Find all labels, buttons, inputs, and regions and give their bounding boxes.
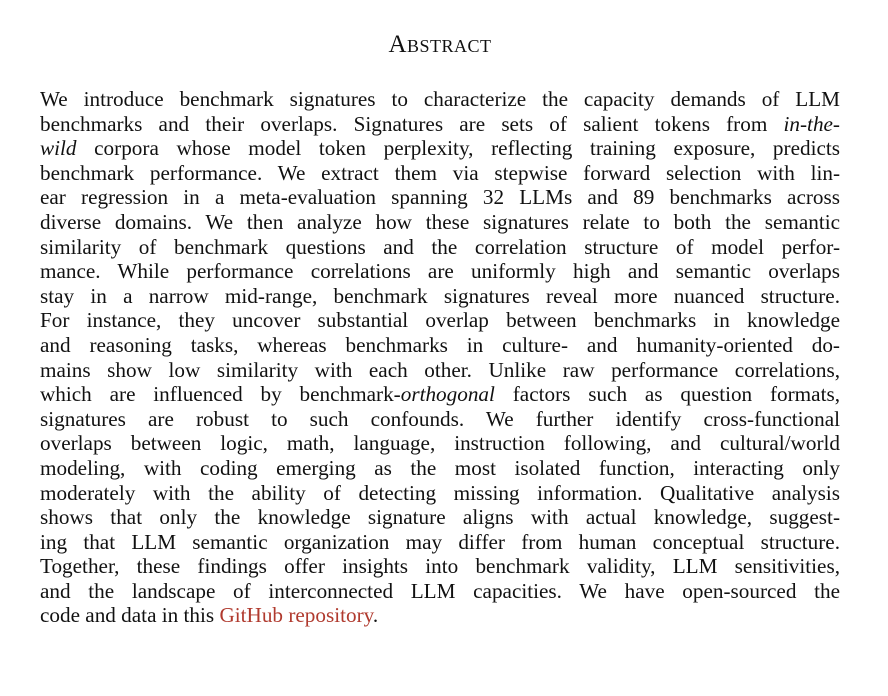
abstract-line [40, 382, 840, 407]
text-run: mains show low similarity with each other. Unlike raw performance correlations, [40, 357, 840, 382]
abstract-line [40, 259, 840, 284]
text-run: benchmarks and their overlaps. Signatures are sets of salient tokens from [40, 111, 784, 136]
abstract-line [40, 112, 840, 137]
abstract-line [40, 284, 840, 309]
text-run: We introduce benchmark signatures to characterize the capacity demands of LLM [40, 87, 840, 111]
abstract-heading: Abstract [388, 31, 492, 58]
abstract-line [40, 161, 840, 186]
abstract-line [40, 333, 840, 358]
text-run: benchmark performance. We extract them via stepwise forward selection with lin- [40, 160, 840, 185]
text-run: overlaps between logic, math, language, instruction following, and cultural/world [40, 431, 840, 456]
abstract-line [40, 210, 840, 235]
abstract-line [40, 87, 840, 112]
text-run: code and data in this [40, 603, 220, 628]
text-run: mance. While performance correlations are uniformly high and semantic overlaps [40, 259, 840, 284]
abstract-line [40, 308, 840, 333]
text-run: and reasoning tasks, whereas benchmarks in culture- and humanity-oriented do- [40, 332, 840, 357]
abstract-line [40, 579, 840, 604]
text-run: For instance, they uncover substantial overlap between benchmarks in knowledge [40, 308, 840, 333]
abstract-line [40, 505, 840, 530]
italic-text: orthogonal [400, 382, 495, 407]
text-run: shows that only the knowledge signature aligns with actual knowledge, suggest- [40, 505, 840, 530]
italic-text: in-the- [783, 111, 840, 136]
abstract-line [40, 407, 840, 432]
abstract-line [40, 431, 840, 456]
text-run: ing that LLM semantic organization may differ from human conceptual structure. [40, 529, 840, 554]
abstract-line [40, 554, 840, 579]
text-run: Together, these findings offer insights into benchmark validity, LLM sensitivities, [40, 554, 840, 579]
text-run: which are influenced by benchmark- [40, 382, 401, 407]
text-run: and the landscape of interconnected LLM capacities. We have open-sourced the [40, 578, 840, 603]
text-run: factors such as question formats, [494, 382, 840, 407]
text-run: moderately with the ability of detecting missing information. Qualitative analysis [40, 480, 840, 505]
text-run: . [372, 603, 379, 628]
abstract-line [40, 530, 840, 555]
text-run: stay in a narrow mid-range, benchmark signatures reveal more nuanced structure. [40, 283, 840, 308]
abstract-line [40, 456, 840, 481]
abstract-line [40, 235, 840, 260]
text-run: ear regression in a meta-evaluation spanning 32 LLMs and 89 benchmarks across [40, 185, 840, 210]
text-run: similarity of benchmark questions and the correlation structure of model perfor- [40, 234, 840, 259]
text-run: signatures are robust to such confounds. We further identify cross-functional [40, 406, 840, 431]
github-repository-link[interactable]: GitHub repository [219, 603, 373, 628]
abstract-line [40, 481, 840, 506]
abstract-line [40, 358, 840, 383]
abstract-body [40, 87, 840, 628]
text-run: corpora whose model token perplexity, reflecting training exposure, predicts [76, 136, 840, 161]
text-run: modeling, with coding emerging as the most isolated function, interacting only [40, 455, 840, 480]
italic-text: wild [40, 136, 77, 161]
abstract-line [40, 185, 840, 210]
abstract-line [40, 136, 840, 161]
text-run: diverse domains. We then analyze how these signatures relate to both the semantic [40, 209, 840, 234]
abstract-line [40, 603, 840, 628]
